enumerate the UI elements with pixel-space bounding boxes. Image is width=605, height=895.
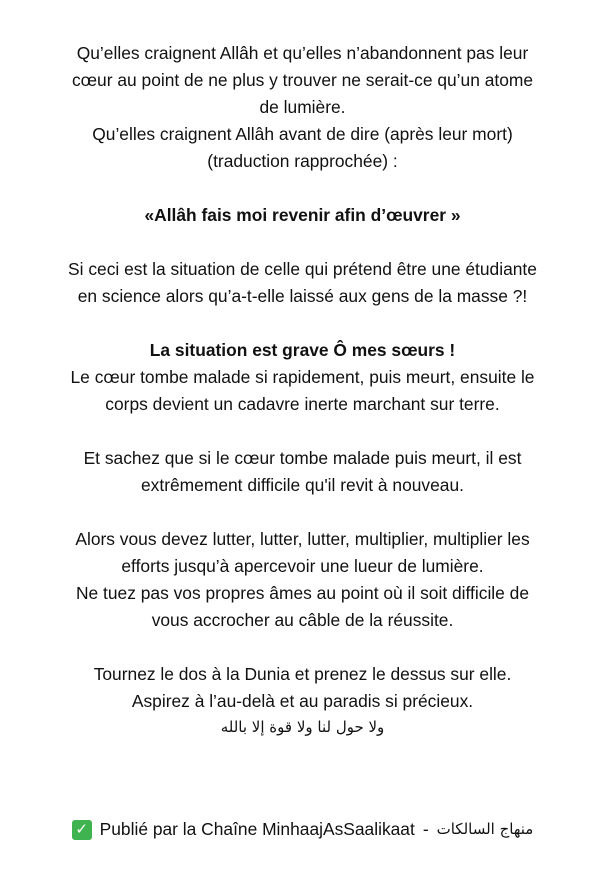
arabic-line: ولا حول لنا ولا قوة إلا بالله	[220, 718, 385, 736]
paragraph-gap	[0, 634, 605, 661]
text-line: cœur au point de ne plus y trouver ne serait-ce qu’un atome	[71, 70, 534, 90]
text-line: efforts jusqu’à apercevoir une lueur de lumière.	[121, 556, 484, 576]
footer-credit	[0, 816, 605, 843]
footer-arabic-name: منهاج السالكات	[436, 820, 534, 838]
text-line: Qu’elles craignent Allâh avant de dire (après leur mort)	[92, 124, 513, 144]
text-line: corps devient un cadavre inerte marchant sur terre.	[105, 394, 500, 414]
text-line: extrêmement difficile qu'il revit à nouveau.	[141, 475, 464, 495]
grave-heading: La situation est grave Ô mes sœurs !	[149, 340, 456, 360]
text-line: vous accrocher au câble de la réussite.	[151, 610, 454, 630]
text-line: (traduction rapprochée) :	[207, 151, 398, 171]
text-line: en science alors qu’a-t-elle laissé aux gens de la masse ?!	[77, 286, 528, 306]
text-line: Si ceci est la situation de celle qui prétend être une étudiante	[68, 259, 537, 279]
quote-line: «Allâh fais moi revenir afin d’œuvrer »	[144, 205, 461, 225]
text-line: Et sachez que si le cœur tombe malade puis meurt, il est	[83, 448, 522, 468]
text-line: de lumière.	[259, 97, 346, 117]
text-line: Qu’elles craignent Allâh et qu’elles n’abandonnent pas leur	[76, 43, 529, 63]
paragraph-gap	[0, 418, 605, 445]
footer-separator: -	[422, 819, 429, 839]
text-line: Tournez le dos à la Dunia et prenez le dessus sur elle.	[93, 664, 512, 684]
paragraph-gap	[0, 229, 605, 256]
paragraph-gap	[0, 499, 605, 526]
text-line: Ne tuez pas vos propres âmes au point où il soit difficile de	[75, 583, 530, 603]
text-line: Aspirez à l’au-delà et au paradis si précieux.	[131, 691, 474, 711]
paragraph-gap	[0, 310, 605, 337]
text-line: Le cœur tombe malade si rapidement, puis meurt, ensuite le	[70, 367, 535, 387]
paragraph-gap	[0, 175, 605, 202]
check-mark-button-icon: ✓	[72, 820, 92, 840]
footer-text: Publié par la Chaîne MinhaajAsSaalikaat	[99, 819, 415, 839]
text-line: Alors vous devez lutter, lutter, lutter, multiplier, multiplier les	[75, 529, 530, 549]
